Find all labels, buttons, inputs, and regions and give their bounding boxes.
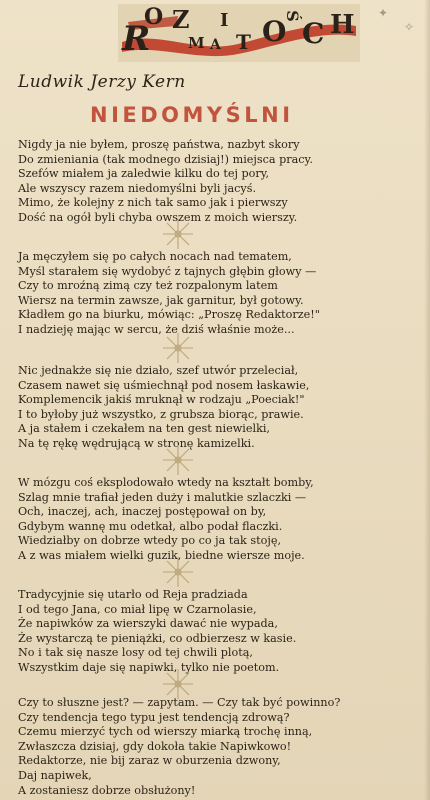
poem-line: A z was miałem wielki guzik, biedne wiersze moje. (18, 548, 305, 562)
poem-line: No i tak się nasze losy od tej chwili plotą, (18, 646, 253, 660)
poem-line: I nadzieję mając w sercu, że dziś właśnie może... (18, 322, 295, 336)
banner-letter-t: T (236, 30, 251, 54)
poem-line: Dość na ogół byli chyba owszem z moich wierszy. (18, 210, 298, 224)
poem-line: Nigdy ja nie byłem, proszę państwa, nazbyt skory (18, 138, 300, 151)
poem-line: Ale wszyscy razem niedomyślni byli jacyś. (18, 181, 257, 195)
banner-letter-s: Ś (282, 10, 302, 22)
column-header-banner (118, 4, 360, 62)
snowflake-decor-icon: ✧ (404, 20, 415, 34)
banner-letter-o1: O (144, 4, 164, 30)
poem-line: I to byłoby już wszystko, z grubsza biorąc, prawie. (18, 407, 304, 421)
poem-line: Szlag mnie trafiał jeden duży i malutkie szlaczki — (18, 490, 307, 504)
poem-line: Szefów miałem ja zaledwie kilku do tej pory, (18, 167, 270, 181)
poem-line: A ja stałem i czekałem na ten gest niewielki, (18, 422, 270, 436)
poem-line: Czemu mierzyć tych od wierszy miarką trochę inną, (18, 725, 313, 739)
snowflake-divider-icon (160, 216, 196, 252)
poem-line: Mimo, że kolejny z nich tak samo jak i pierwszy (18, 196, 288, 210)
poem-line: Kładłem go na biurku, mówiąc: „Proszę Redaktorze!" (18, 308, 320, 322)
poem-line: Tradycyjnie się utarło od Reja pradziada (18, 588, 248, 601)
snowflake-decor-icon: ✦ (378, 6, 389, 20)
poem-line: I od tego Jana, co miał lipę w Czarnolasie, (18, 602, 257, 616)
stanza-2 (18, 250, 424, 338)
poem-line: Nic jednakże się nie działo, szef utwór przeleciał, (18, 364, 299, 377)
poem-line: Na tę rękę wędrującą w stronę kamizelki. (18, 436, 255, 450)
poem-line: W mózgu coś eksplodowało wtedy na kształt bomby, (18, 476, 314, 489)
poem-line: Że napiwków za wierszyki dawać nie wypada, (18, 617, 278, 631)
poem-line: Że wystarczą te pieniążki, co odbierzesz w kasie. (18, 631, 297, 645)
banner-letter-z: Z (172, 5, 190, 34)
stanza-5 (18, 588, 424, 676)
author-name: Ludwik Jerzy Kern (18, 72, 186, 92)
banner-letter-a: A (210, 37, 221, 53)
poem-line: Wszystkim daje się napiwki, tylko nie poetom. (18, 660, 280, 674)
stanza-3 (18, 364, 424, 452)
snowflake-divider-icon (160, 554, 196, 590)
poem-title: NIEDOMYŚLNI (90, 103, 294, 127)
stanza-1 (18, 138, 424, 226)
banner-letter-i: I (220, 10, 229, 31)
poem-line: Myśl starałem się wydobyć z tajnych głębin głowy — (18, 264, 317, 278)
poem-line: Ja męczyłem się po całych nocach nad tematem, (18, 250, 292, 263)
snowflake-divider-icon (160, 330, 196, 366)
banner-letter-o2: O (262, 15, 287, 48)
snowflake-divider-icon (160, 442, 196, 478)
poem-line: Czasem nawet się uśmiechnął pod nosem łaskawie, (18, 378, 310, 392)
poem-line: Redaktorze, nie bij zaraz w oburzenia dzwony, (18, 754, 281, 768)
poem-line: Czy to słuszne jest? — zapytam. — Czy tak być powinno? (18, 696, 341, 709)
poem-line: Och, inaczej, ach, inaczej postępował on by, (18, 505, 267, 519)
poem-line: Do zmieniania (tak modnego dzisiaj!) miejsca pracy. (18, 152, 313, 166)
poem-line: Wiedziałby on dobrze wtedy po co ja tak stoję, (18, 534, 281, 548)
banner-letter-m: M (188, 34, 205, 52)
poem-line: Czy to mroźną zimą czy też rozpalonym latem (18, 279, 278, 293)
poem-line: Wiersz na termin zawsze, jak garnitur, był gotowy. (18, 293, 304, 307)
poem-line: Czy tendencja tego typu jest tendencją zdrową? (18, 710, 290, 724)
banner-letter-r: R (122, 19, 151, 59)
stanza-4 (18, 476, 424, 564)
poem-line: Zwłaszcza dzisiaj, gdy dokoła takie Napiwkowo! (18, 739, 292, 753)
banner-letter-h: H (330, 10, 355, 40)
paper-edge-shadow (424, 0, 430, 800)
poem-line: Gdybym wannę mu odetkał, albo podał flaczki. (18, 519, 283, 533)
poem-line: Komplemencik jakiś mruknął w rodzaju „Poeciak!" (18, 393, 305, 407)
banner-letter-c: C (302, 17, 325, 50)
poem-line: Daj napiwek, (18, 768, 92, 782)
stanza-6 (18, 696, 424, 798)
poem-line: A zostaniesz dobrze obsłużony! (18, 783, 196, 797)
